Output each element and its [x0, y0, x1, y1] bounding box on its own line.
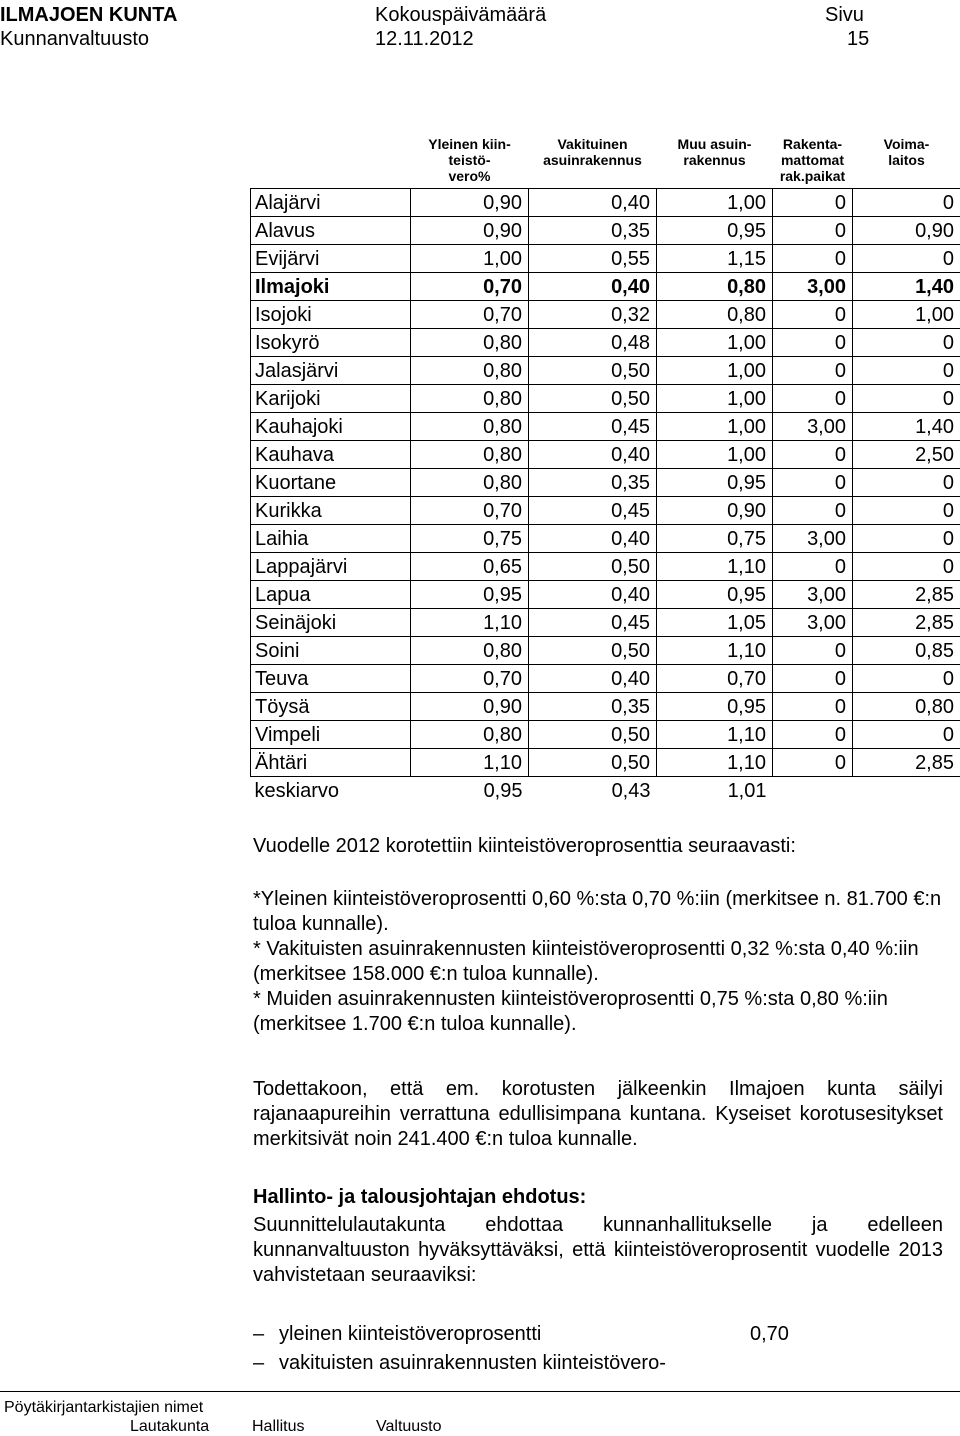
municipality-name: Evijärvi	[251, 245, 411, 273]
average-label: keskiarvo	[254, 779, 339, 802]
tax-rate-cell: 0,35	[529, 469, 657, 497]
tax-rate-cell: 0	[853, 189, 960, 217]
footer-body-hallitus: Hallitus	[252, 1418, 305, 1435]
table-row	[251, 441, 960, 469]
tax-rate-cell: 1,05	[657, 609, 773, 637]
tax-rate-cell: 0	[773, 637, 853, 665]
tax-rate-cell: 1,40	[853, 413, 960, 441]
table-row	[251, 217, 960, 245]
tax-rate-cell: 0,40	[529, 581, 657, 609]
table-row	[251, 497, 960, 525]
note-paragraph: Todettakoon, että em. korotusten jälkeenkin Ilmajoen kunta säilyi rajanaapureihin verrattuna edullisimpana kuntana. Kyseiset korotusesitykset merkitsivät noin 241.400 €:n tuloa kunnalle.	[253, 1078, 943, 1150]
tax-rate-cell: 0	[773, 329, 853, 357]
table-row	[251, 189, 960, 217]
tax-rate-cell: 0	[773, 189, 853, 217]
tax-rate-cell: 0,35	[529, 693, 657, 721]
tax-rate-cell: 0	[853, 665, 960, 693]
tax-rate-cell: 0	[853, 469, 960, 497]
tax-rate-cell: 0,40	[529, 273, 657, 301]
dash-bullet: –	[253, 1323, 265, 1345]
municipality-name: Seinäjoki	[251, 609, 411, 637]
table-row	[251, 385, 960, 413]
tax-rate-cell: 1,00	[657, 413, 773, 441]
tax-rate-cell: 2,85	[853, 581, 960, 609]
tax-rate-cell: 0	[773, 385, 853, 413]
tax-rate-cell: 1,10	[411, 609, 529, 637]
tax-rate-cell: 0,65	[411, 553, 529, 581]
tax-rate-cell: 0,40	[529, 441, 657, 469]
tax-rate-cell: 0	[853, 721, 960, 749]
proposal-list-item: – yleinen kiinteistöveroprosentti 0,70	[253, 1323, 789, 1345]
footer-body-lautakunta: Lautakunta	[130, 1418, 210, 1435]
tax-rate-cell: 0	[773, 721, 853, 749]
tax-rate-cell: 1,10	[657, 721, 773, 749]
tax-rate-cell: 0,90	[411, 217, 529, 245]
tax-rate-cell: 0	[853, 553, 960, 581]
table-row	[251, 357, 960, 385]
column-header: Rakenta- mattomat rak.paikat	[779, 136, 846, 184]
municipality-name: Isojoki	[251, 301, 411, 329]
tax-rate-cell: 0,95	[657, 581, 773, 609]
tax-rate-cell: 0,40	[529, 189, 657, 217]
meeting-date: 12.11.2012	[375, 28, 474, 50]
tax-rate-cell: 0,80	[657, 273, 773, 301]
municipality-name: Ähtäri	[251, 749, 411, 777]
tax-rate-cell: 1,00	[411, 245, 529, 273]
tax-rate-cell: 3,00	[773, 525, 853, 553]
tax-rate-cell: 0,95	[657, 217, 773, 245]
tax-rate-cell: 2,85	[853, 749, 960, 777]
tax-rate-cell: 0,80	[411, 441, 529, 469]
tax-rate-cell: 0	[853, 329, 960, 357]
proposal-list-item: – vakituisten asuinrakennusten kiinteistövero-	[253, 1352, 666, 1374]
table-row	[251, 301, 960, 329]
tax-rate-cell: 0,80	[411, 385, 529, 413]
dash-bullet: –	[253, 1352, 265, 1374]
tax-rate-cell: 0	[773, 217, 853, 245]
average-cell: 1,01	[727, 779, 767, 802]
tax-rate-cell: 1,00	[657, 385, 773, 413]
municipality-name: Alajärvi	[251, 189, 411, 217]
municipality-name: Isokyrö	[251, 329, 411, 357]
table-row	[251, 609, 960, 637]
tax-rate-cell: 1,00	[657, 329, 773, 357]
property-tax-table	[250, 132, 960, 804]
tax-rate-cell: 0,95	[411, 581, 529, 609]
tax-rate-cell: 1,40	[853, 273, 960, 301]
tax-rate-cell: 0,55	[529, 245, 657, 273]
tax-rate-cell: 0,45	[529, 413, 657, 441]
page-number: 15	[847, 28, 870, 50]
tax-rate-cell: 0,70	[411, 273, 529, 301]
tax-rate-cell: 0	[853, 525, 960, 553]
increase-list	[253, 887, 943, 1037]
tax-rate-cell: 1,15	[657, 245, 773, 273]
proposal-paragraph: Suunnittelulautakunta ehdottaa kunnanhallitukselle ja edelleen kunnanvaltuuston hyväksyttäväksi, että kiinteistöveroprosentit vuodelle 2013 vahvistetaan seuraaviksi:	[253, 1214, 943, 1286]
column-header: Voima- laitos	[883, 136, 930, 168]
table-row	[251, 525, 960, 553]
organization-name: ILMAJOEN KUNTA	[0, 4, 178, 26]
increase-item: *Yleinen kiinteistöveroprosentti 0,60 %:sta 0,70 %:iin (merkitsee n. 81.700 €:n tuloa kunnalle).	[253, 888, 942, 935]
intro-text: Vuodelle 2012 korotettiin kiinteistöveroprosenttia seuraavasti:	[253, 835, 796, 857]
municipality-name: Karijoki	[251, 385, 411, 413]
municipality-name: Kauhava	[251, 441, 411, 469]
tax-rate-cell: 1,10	[657, 553, 773, 581]
municipality-name: Vimpeli	[251, 721, 411, 749]
tax-rate-cell: 0,80	[853, 693, 960, 721]
municipality-name: Lappajärvi	[251, 553, 411, 581]
table-row	[251, 329, 960, 357]
tax-rate-cell: 0	[773, 357, 853, 385]
table-header-row	[251, 132, 960, 189]
tax-rate-cell: 0,80	[411, 413, 529, 441]
tax-rate-cell: 0,90	[853, 217, 960, 245]
municipality-name: Laihia	[251, 525, 411, 553]
meeting-body: Kunnanvaltuusto	[0, 28, 150, 50]
tax-rate-cell: 0,32	[529, 301, 657, 329]
municipality-name: Teuva	[251, 665, 411, 693]
table-row	[251, 553, 960, 581]
tax-rate-cell: 0,80	[411, 721, 529, 749]
tax-rate-cell: 0	[853, 357, 960, 385]
tax-rate-cell: 1,00	[853, 301, 960, 329]
tax-rate-cell: 0	[853, 497, 960, 525]
tax-rate-cell: 0,70	[411, 497, 529, 525]
tax-rate-cell: 0,48	[529, 329, 657, 357]
tax-rate-cell: 0,95	[657, 469, 773, 497]
tax-rate-cell: 0	[773, 245, 853, 273]
tax-rate-cell: 0,90	[411, 189, 529, 217]
tax-rate-cell: 0,80	[411, 637, 529, 665]
increase-item: * Vakituisten asuinrakennusten kiinteistöveroprosentti 0,32 %:sta 0,40 %:iin (merkitsee 158.000 €:n tuloa kunnalle).	[253, 938, 919, 985]
date-label: Kokouspäivämäärä	[375, 4, 547, 26]
average-cell: 0,95	[483, 779, 523, 802]
tax-rate-cell: 3,00	[773, 413, 853, 441]
tax-rate-cell: 1,00	[657, 441, 773, 469]
tax-rate-cell: 0,85	[853, 637, 960, 665]
average-cell	[853, 777, 960, 805]
tax-rate-cell: 0,70	[411, 301, 529, 329]
table-row	[251, 581, 960, 609]
header-municipality	[251, 132, 411, 189]
municipality-name: Soini	[251, 637, 411, 665]
tax-rate-cell: 0	[853, 385, 960, 413]
tax-rate-cell: 0,50	[529, 721, 657, 749]
tax-rate-cell: 2,85	[853, 609, 960, 637]
proposal-heading: Hallinto- ja talousjohtajan ehdotus:	[253, 1186, 587, 1208]
tax-rate-cell: 0,70	[411, 665, 529, 693]
table-row	[251, 469, 960, 497]
tax-rate-cell: 0	[773, 497, 853, 525]
table-row	[251, 273, 960, 301]
tax-rate-cell: 1,00	[657, 189, 773, 217]
table-row	[251, 749, 960, 777]
tax-rate-cell: 0,45	[529, 497, 657, 525]
tax-rate-cell: 0,50	[529, 749, 657, 777]
tax-rate-cell: 1,10	[411, 749, 529, 777]
tax-rate-cell: 1,10	[657, 749, 773, 777]
column-header: Yleinen kiin- teistö- vero%	[428, 136, 511, 184]
tax-rate-cell: 0,50	[529, 385, 657, 413]
proposal-value: 0,70	[750, 1323, 789, 1345]
average-cell	[773, 777, 853, 805]
tax-rate-cell: 0,40	[529, 525, 657, 553]
tax-rate-cell: 0	[773, 553, 853, 581]
page-label: Sivu	[825, 4, 864, 26]
tax-rate-cell: 0	[773, 665, 853, 693]
tax-rate-cell: 0,80	[411, 469, 529, 497]
tax-rate-cell: 3,00	[773, 609, 853, 637]
tax-rate-cell: 1,10	[657, 637, 773, 665]
increase-item: * Muiden asuinrakennusten kiinteistöveroprosentti 0,75 %:sta 0,80 %:iin (merkitsee 1.700 €:n tuloa kunnalle).	[253, 988, 888, 1035]
average-cell: 0,43	[611, 779, 651, 802]
municipality-name: Ilmajoki	[251, 273, 411, 301]
municipality-name: Kauhajoki	[251, 413, 411, 441]
tax-rate-cell: 1,00	[657, 357, 773, 385]
tax-rate-cell: 0,95	[657, 693, 773, 721]
tax-rate-cell: 0	[773, 693, 853, 721]
footer-body-valtuusto: Valtuusto	[376, 1418, 442, 1435]
tax-rate-cell: 0,90	[657, 497, 773, 525]
tax-rate-cell: 0,75	[411, 525, 529, 553]
municipality-name: Töysä	[251, 693, 411, 721]
tax-rate-cell: 0,35	[529, 217, 657, 245]
table-row	[251, 245, 960, 273]
municipality-name: Kuortane	[251, 469, 411, 497]
tax-rate-cell: 0	[773, 441, 853, 469]
column-header: Vakituinen asuinrakennus	[543, 136, 642, 168]
tax-rate-cell: 0	[773, 469, 853, 497]
tax-rate-cell: 0,80	[411, 329, 529, 357]
table-row	[251, 637, 960, 665]
tax-rate-cell: 0,50	[529, 637, 657, 665]
table-row	[251, 693, 960, 721]
tax-rate-cell: 0	[773, 301, 853, 329]
average-row	[251, 777, 960, 805]
table-row	[251, 413, 960, 441]
tax-rate-cell: 0,50	[529, 553, 657, 581]
tax-rate-cell: 0	[853, 245, 960, 273]
table-row	[251, 721, 960, 749]
tax-rate-cell: 0,50	[529, 357, 657, 385]
table-row	[251, 665, 960, 693]
tax-rate-cell: 0,45	[529, 609, 657, 637]
tax-rate-cell: 0,75	[657, 525, 773, 553]
municipality-name: Jalasjärvi	[251, 357, 411, 385]
column-header: Muu asuin- rakennus	[677, 136, 752, 168]
municipality-name: Lapua	[251, 581, 411, 609]
tax-rate-cell: 3,00	[773, 273, 853, 301]
tax-rate-cell: 0,40	[529, 665, 657, 693]
tax-rate-cell: 0	[773, 749, 853, 777]
tax-rate-cell: 0,70	[657, 665, 773, 693]
footer-divider	[0, 1391, 960, 1392]
tax-rate-cell: 3,00	[773, 581, 853, 609]
tax-rate-cell: 0,80	[657, 301, 773, 329]
municipality-name: Kurikka	[251, 497, 411, 525]
footer-title: Pöytäkirjantarkistajien nimet	[4, 1399, 204, 1416]
tax-rate-cell: 0,90	[411, 693, 529, 721]
tax-rate-cell: 0,80	[411, 357, 529, 385]
tax-rate-cell: 2,50	[853, 441, 960, 469]
municipality-name: Alavus	[251, 217, 411, 245]
